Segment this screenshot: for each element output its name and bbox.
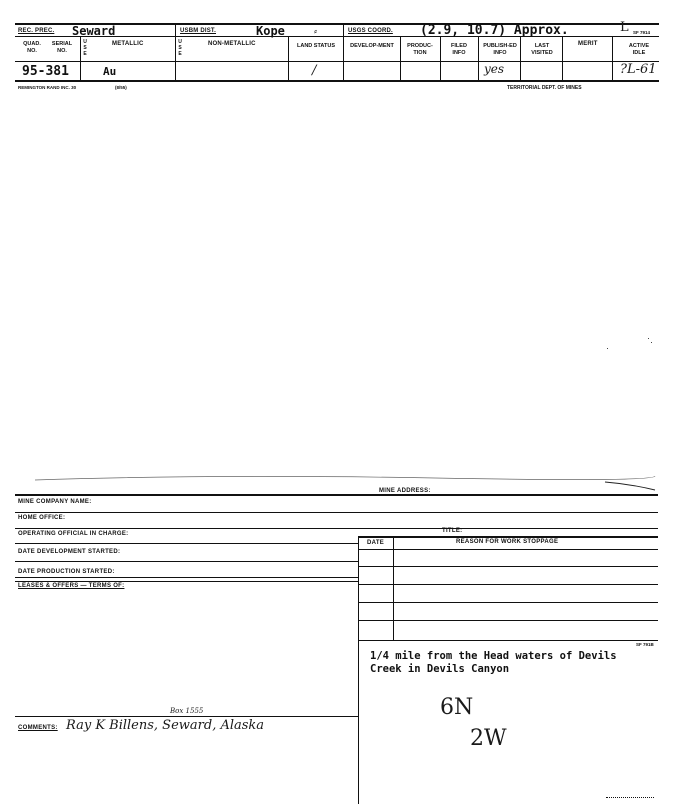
land-status-value: / [312, 63, 317, 78]
operating-official-label: OPERATING OFFICIAL IN CHARGE: [18, 531, 129, 537]
stoppage-row-3 [358, 602, 658, 603]
center-divider [358, 536, 359, 804]
form-number: SF 7914 [633, 30, 651, 35]
col-divider-land [343, 36, 344, 80]
col-divider-dev [400, 36, 401, 80]
header-bottom-border [15, 80, 659, 82]
date-prod-started-label: DATE PRODUCTION STARTED: [18, 569, 115, 575]
stoppage-row-1 [358, 566, 658, 567]
scan-speck [648, 338, 649, 339]
printer-code: (8/55) [115, 85, 127, 90]
operating-official-line [15, 528, 658, 529]
leases-label: LEASES & OFFERS — TERMS OF: [18, 583, 125, 589]
printer-imprint: REMINGTON RAND INC. 30 [18, 85, 77, 90]
corner-mark: L [620, 20, 629, 35]
date-col-divider [393, 536, 394, 640]
usbm-dist-value: Kope [256, 24, 285, 38]
merit-label: MERIT [578, 41, 598, 47]
rec-prec-value: Seward [72, 24, 116, 38]
quad-serial-value: 95-381 [22, 64, 69, 79]
tick-mark: ⸗ [314, 26, 317, 36]
township-value: 6N [440, 695, 474, 720]
active-idle-label: ACTIVE IDLE [628, 43, 650, 56]
col-divider-pub [520, 36, 521, 80]
metallic-value: Au [103, 65, 117, 78]
usbm-dist-label: USBM DIST. [180, 28, 217, 34]
col-divider-nonmetallic [288, 36, 289, 80]
range-value: 2W [470, 726, 507, 751]
comments-box: Box 1555 [170, 707, 204, 715]
metallic-label: METALLIC [112, 41, 144, 47]
location-note-line1: 1/4 mile from the Head waters of Devils [370, 650, 617, 662]
territorial-dept: TERRITORIAL DEPT. OF MINES [507, 85, 582, 91]
col-divider-merit [612, 36, 613, 80]
stoppage-header-top [358, 536, 658, 538]
company-row-top [15, 494, 658, 496]
usgs-coord-value: (2.9, 10.7) Approx. [420, 23, 569, 38]
comments-label: COMMENTS: [18, 725, 58, 731]
stoppage-row-5 [358, 640, 658, 641]
usgs-coord-label: USGS COORD. [348, 28, 393, 34]
published-info-value: yes [484, 62, 505, 76]
scan-artifact-bottom [606, 797, 654, 798]
reason-col-label: REASON FOR WORK STOPPAGE [456, 539, 559, 545]
location-note-line2: Creek in Devils Canyon [370, 663, 510, 675]
land-status-label: LAND STATUS [297, 43, 335, 49]
date-prod-line [15, 577, 358, 578]
dev-started-line-top [15, 543, 358, 544]
col-divider-filed [478, 36, 479, 80]
stoppage-row-2 [358, 584, 658, 585]
use-code-nonmetallic: U S E [178, 39, 182, 57]
mine-address-label: MINE ADDRESS: [379, 488, 431, 494]
development-label: DEVELOP-MENT [350, 43, 394, 49]
col-divider-metallic [175, 36, 176, 80]
date-dev-started-label: DATE DEVELOPMENT STARTED: [18, 549, 121, 555]
published-info-label: PUBLISH-ED INFO [483, 43, 517, 56]
col-divider-serial [80, 36, 81, 80]
last-visited-label: LAST VISITED [531, 43, 553, 56]
header-divider-2 [343, 23, 344, 37]
title-label: TITLE: [442, 528, 463, 534]
rec-prec-label: REC. PREC. [18, 28, 55, 34]
col-divider-last [562, 36, 563, 80]
non-metallic-label: NON-METALLIC [208, 41, 256, 47]
quad-no-label: QUAD. NO. [23, 41, 41, 54]
use-code-metallic: U S E [83, 39, 87, 57]
production-label: PRODUC-TION [407, 43, 433, 56]
home-office-line [15, 512, 658, 513]
stoppage-row-4 [358, 620, 658, 621]
mine-company-label: MINE COMPANY NAME: [18, 499, 92, 505]
filed-info-label: FILED INFO [451, 43, 467, 56]
home-office-label: HOME OFFICE: [18, 515, 66, 521]
form-number-2: SF 791B [636, 642, 654, 647]
leases-line [15, 581, 358, 582]
active-idle-value: ?L-61 [620, 62, 657, 77]
scan-speck [607, 348, 608, 349]
date-dev-line [15, 561, 358, 562]
stoppage-header-bottom [358, 549, 658, 550]
header-divider-1 [175, 23, 176, 37]
comments-value: Ray K Billens, Seward, Alaska [66, 718, 265, 733]
scan-speck [651, 342, 652, 343]
comments-top-line [15, 716, 358, 717]
serial-no-label: SERIAL NO. [51, 41, 73, 54]
col-divider-prod [440, 36, 441, 80]
date-col-label: DATE [367, 540, 385, 546]
